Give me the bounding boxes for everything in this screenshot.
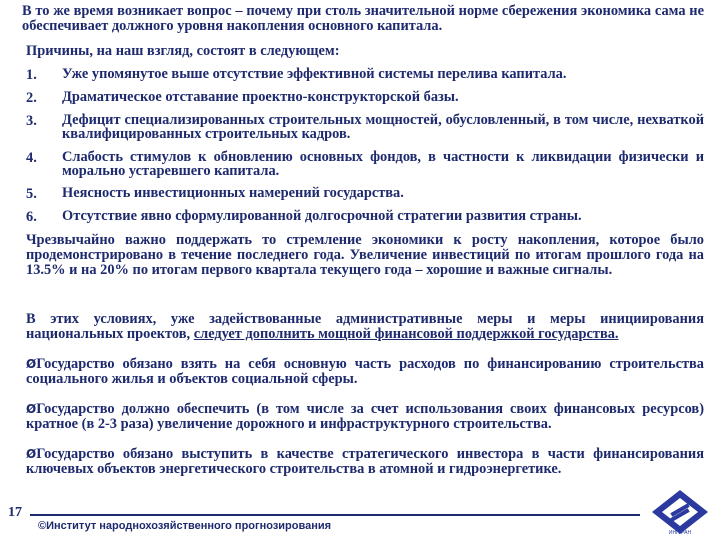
intro-paragraph: В то же время возникает вопрос – почему при столь значительной норме сбережения экономика сама не обеспечивает должного уровня накопления основного капитала. (22, 3, 704, 34)
institute-logo-icon (648, 488, 712, 536)
reason-text: Драматическое отставание проектно-конструкторской базы. (62, 89, 459, 105)
arrow-bullet-icon: Ø (26, 402, 37, 416)
footer-credit: ©Институт народнохозяйственного прогнозирования (38, 520, 332, 532)
bullet-text: Государство должно обеспечить (в том числе за счет использования своих финансовых ресурсов) кратное (в 2-3 раза) увеличение дорожного и инфраструктурного строительства. (26, 401, 704, 432)
measures-lead: В этих условиях, уже задействованные административные меры и меры инициирования национальных проектов, (26, 311, 704, 342)
reason-text: Слабость стимулов к обновлению основных фондов, в частности к ликвидации физически и морально устаревшего капитала. (62, 149, 704, 179)
reason-number: 5. (26, 186, 37, 202)
reason-text: Дефицит специализированных строительных мощностей, обусловленный, в том числе, нехваткой квалифицированных строительных кадров. (62, 112, 704, 142)
bullet-text: Государство обязано взять на себя основную часть расходов по финансированию строительства социального жилья и объектов социальной сферы. (26, 356, 704, 387)
measures-emphasis: следует дополнить мощной финансовой поддержкой государства. (193, 326, 619, 342)
footer-divider (30, 514, 640, 516)
arrow-bullet-icon: Ø (26, 447, 37, 461)
bullet-item (26, 357, 704, 387)
bullet-text: Государство обязано выступить в качестве стратегического инвестора в части финансирования ключевых объектов энергетического строительства в атомной и гидроэнергетике. (26, 446, 704, 477)
reason-number: 2. (26, 90, 37, 106)
reason-number: 1. (26, 67, 37, 83)
arrow-bullet-icon: Ø (26, 357, 37, 371)
reason-text: Отсутствие явно сформулированной долгосрочной стратегии развития страны. (62, 208, 582, 224)
reason-number: 3. (26, 113, 37, 129)
reason-text: Уже упомянутое выше отсутствие эффективной системы перелива капитала. (62, 66, 567, 82)
page-number: 17 (8, 505, 22, 520)
measures-paragraph (26, 312, 704, 342)
logo-caption: ИНП РАН (668, 530, 692, 536)
growth-paragraph: Чрезвычайно важно поддержать то стремление экономики к росту накопления, которое было продемонстрировано в течение последнего года. Увеличение инвестиций по итогам прошлого года на 13.5% и на 20% по итогам первого квартала текущего года – хорошие и важные сигналы. (26, 232, 704, 278)
reason-number: 6. (26, 209, 37, 225)
bullet-item (26, 402, 704, 432)
reason-number: 4. (26, 150, 37, 166)
reason-text: Неясность инвестиционных намерений государства. (62, 185, 404, 201)
bullet-item (26, 447, 704, 477)
reasons-heading: Причины, на наш взгляд, состоят в следующем: (26, 43, 340, 59)
